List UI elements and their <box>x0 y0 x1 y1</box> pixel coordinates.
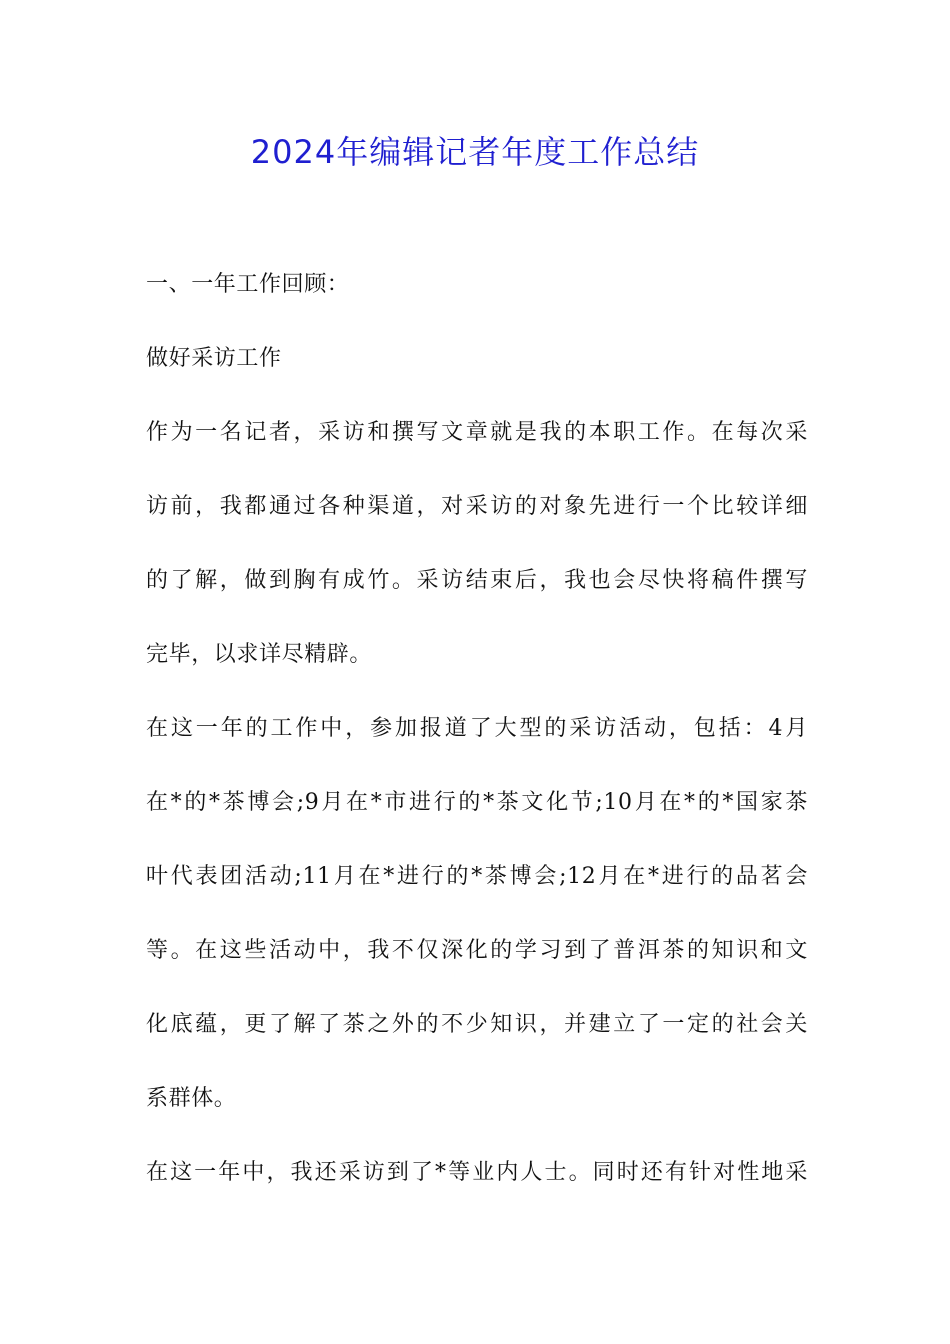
paragraph-line: 完毕，以求详尽精辟。 <box>146 642 373 667</box>
document-body <box>146 266 808 1228</box>
paragraph-line: 化底蕴，更了解了茶之外的不少知识，并建立了一定的社会关 <box>146 1012 808 1037</box>
section-heading: 一、一年工作回顾： <box>146 272 350 297</box>
paragraph-line: 作为一名记者，采访和撰写文章就是我的本职工作。在每次采 <box>146 420 808 445</box>
paragraph-line: 在*的*茶博会;9月在*市进行的*茶文化节;10月在*的*国家茶 <box>146 790 808 815</box>
subsection-heading: 做好采访工作 <box>146 346 282 371</box>
paragraph-line: 等。在这些活动中，我不仅深化的学习到了普洱茶的知识和文 <box>146 938 808 963</box>
paragraph-line: 在这一年的工作中，参加报道了大型的采访活动，包括：4月 <box>146 716 808 741</box>
paragraph-line: 叶代表团活动;11月在*进行的*茶博会;12月在*进行的品茗会 <box>146 864 808 889</box>
paragraph-line: 的了解，做到胸有成竹。采访结束后，我也会尽快将稿件撰写 <box>146 568 808 593</box>
paragraph-line: 在这一年中，我还采访到了*等业内人士。同时还有针对性地采 <box>146 1160 808 1185</box>
paragraph-line: 访前，我都通过各种渠道，对采访的对象先进行一个比较详细 <box>146 494 808 519</box>
document-title: 2024年编辑记者年度工作总结 <box>250 133 700 171</box>
paragraph-line: 系群体。 <box>146 1086 237 1111</box>
